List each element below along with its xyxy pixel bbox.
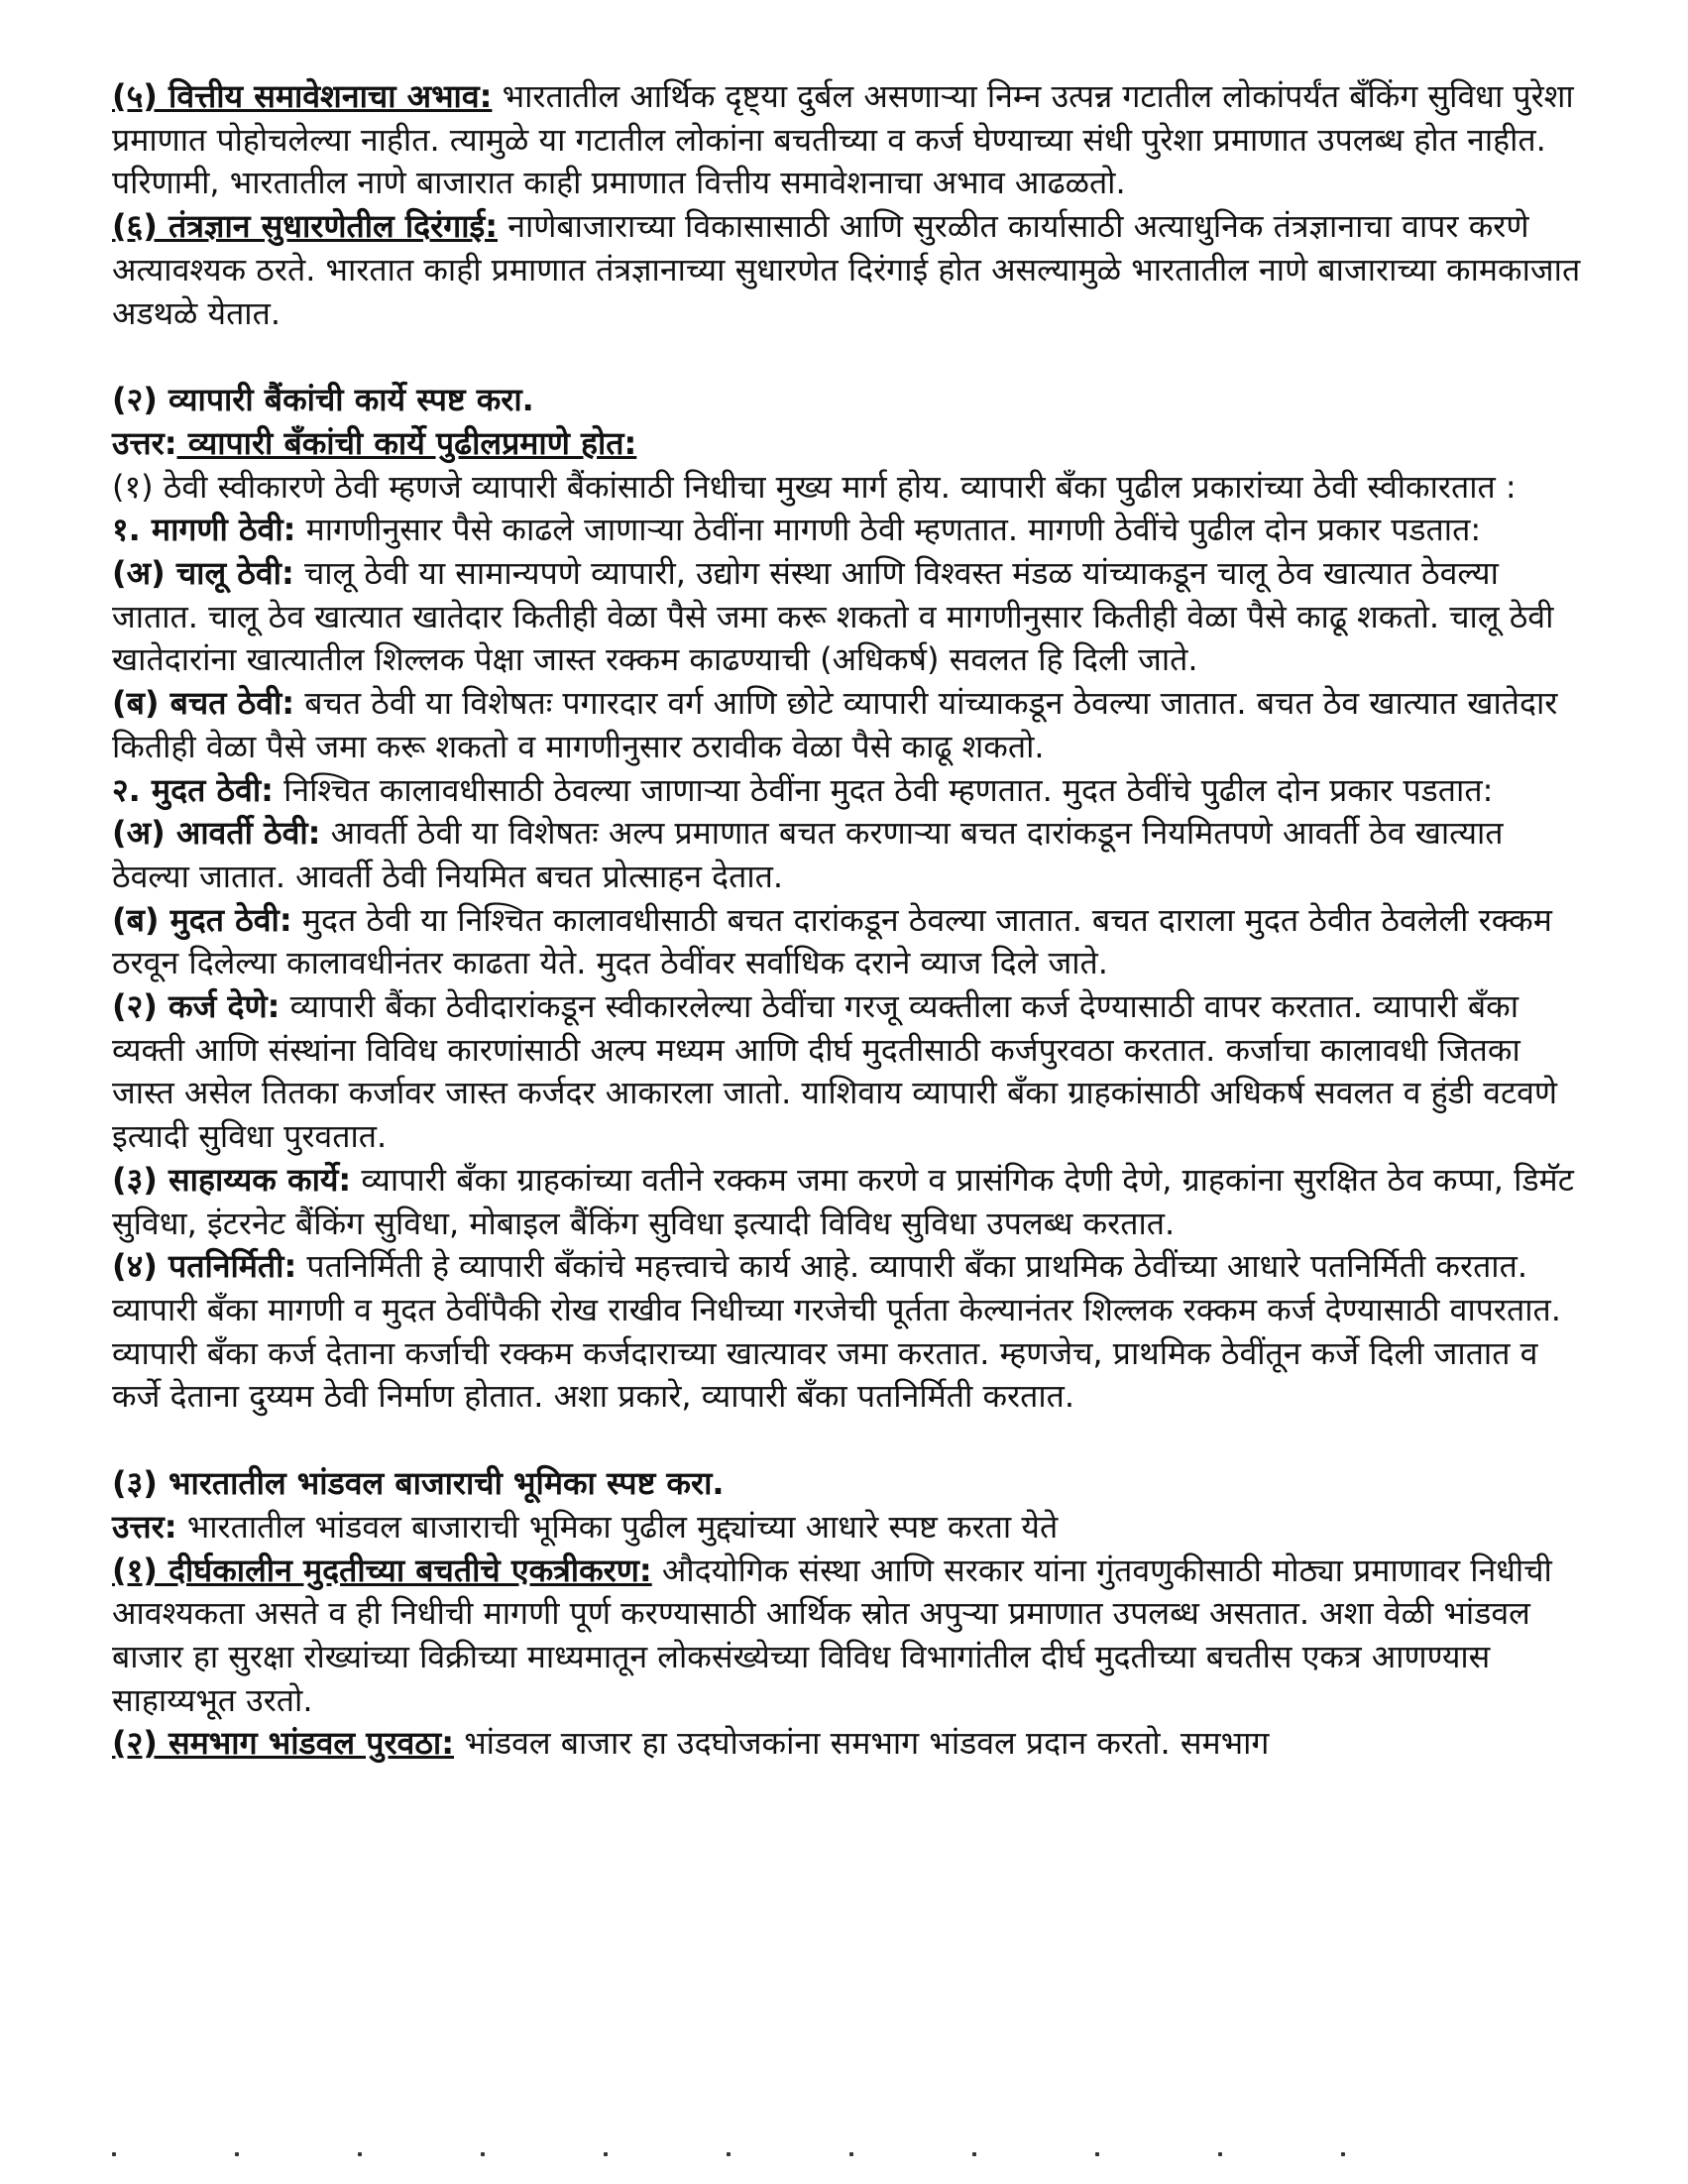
answer-2-item: (१) ठेवी स्वीकारणे ठेवी म्हणजे व्यापारी बैंकांसाठी निधीचा मुख्य मार्ग होय. व्यापारी बँका पुढील प्रकारांच्या ठेवी स्वीकारतात : — [112, 467, 1517, 506]
section-text: नाणेबाजाराच्या विकासासाठी आणि सुरळीत कार्यासाठी अत्याधुनिक तंत्रज्ञानाचा वापर करणे अत्यावश्यक ठरते. भारतात काही प्रमाणात तंत्रज्ञानाच्या सुधारणेत दिरंगाई होत असल्यामुळे भारतातील नाणे बाजाराच्या कामकाजात अडथळे येतात. — [112, 207, 1581, 332]
answer-text: भारतातील भांडवल बाजाराची भूमिका पुढील मुद्द्यांच्या आधारे स्पष्ट करता येते — [176, 1507, 1059, 1546]
answer-3-item: (२) समभाग भांडवल पुरवठा: भांडवल बाजार हा उदघोजकांना समभाग भांडवल प्रदान करतो. समभाग — [112, 1724, 1270, 1763]
answer-2-item: व्यापारी बँका कर्ज देताना कर्जाची रक्कम कर्जदाराच्या खात्यावर जमा करतात. म्हणजेच, प्राथमिक ठेवींतून कर्जे दिली जातात व कर्जे देताना दुय्यम ठेवी निर्माण होतात. अशा प्रकारे, व्यापारी बँका पतनिर्मिती करतात. — [112, 1333, 1538, 1416]
question-2: (२) व्यापारी बैंकांची कार्ये स्पष्ट करा. — [112, 381, 534, 419]
answer-2-item: १. मागणी ठेवी: मागणीनुसार पैसे काढले जाणाऱ्या ठेवींना मागणी ठेवी म्हणतात. मागणी ठेवींचे पुढील दोन प्रकार पडतात: — [112, 511, 1482, 549]
section-technology-delay — [112, 205, 1589, 335]
answer-label: उत्तर: — [112, 423, 177, 462]
answer-3-intro — [112, 1506, 1589, 1550]
answer-2-item: २. मुदत ठेवी: निश्चित कालावधीसाठी ठेवल्या जाणाऱ्या ठेवींना मुदत ठेवी म्हणतात. मुदत ठेवींचे पुढील दोन प्रकार पडतात: — [112, 770, 1494, 809]
answer-label: उत्तर: — [112, 1507, 177, 1546]
section-text: भारतातील आर्थिक दृष्ट्या दुर्बल असणाऱ्या निम्न उत्पन्न गटातील लोकांपर्यंत बँकिंग सुविधा पुरेशा प्रमाणात पोहोचलेल्या नाहीत. त्यामुळे या गटातील लोकांना बचतीच्या व कर्ज घेण्याच्या संधी पुरेशा प्रमाणात उपलब्ध होत नाहीत. परिणामी, भारतातील नाणे बाजारात काही प्रमाणात वित्तीय समावेशनाचा अभाव आढळतो. — [112, 77, 1574, 202]
section-heading: (५) वित्तीय समावेशनाचा अभाव: — [112, 77, 493, 115]
answer-2-intro — [112, 422, 1589, 466]
cut-off-text-line — [112, 2141, 1579, 2161]
answer-2-item: (४) पतनिर्मिती: पतनिर्मिती हे व्यापारी बँकांचे महत्त्वाचे कार्य आहे. व्यापारी बँका प्राथमिक ठेवींच्या आधारे पतनिर्मिती करतात. व्यापारी बँका मागणी व मुदत ठेवींपैकी रोख राखीव निधीच्या गरजेची पूर्तता केल्यानंतर शिल्लक रक्कम कर्ज देण्यासाठी वापरतात. — [112, 1247, 1561, 1328]
answer-heading: व्यापारी बँकांची कार्ये पुढीलप्रमाणे होत: — [176, 423, 637, 462]
answer-2-item: (अ) चालू ठेवी: चालू ठेवी या सामान्यपणे व्यापारी, उद्योग संस्था आणि विश्वस्त मंडळ यांच्याकडून चालू ठेव खात्यात ठेवल्या जातात. चालू ठेव खात्यात खातेदार कितीही वेळा पैसे जमा करू शकतो व मागणीनुसार कितीही वेळा पैसे काढू शकतो. चालू ठेवी खातेदारांना खात्यातील शिल्लक पेक्षा जास्त रक्कम काढण्याची (अधिकर्ष) सवलत हि दिली जाते. — [112, 554, 1554, 679]
answer-2-item: (ब) मुदत ठेवी: मुदत ठेवी या निश्चित कालावधीसाठी बचत दारांकडून ठेवल्या जातात. बचत दाराला मुदत ठेवीत ठेवलेली रक्कम ठरवून दिलेल्या कालावधीनंतर काढता येते. मुदत ठेवींवर सर्वाधिक दराने व्याज दिले जाते. — [112, 900, 1552, 982]
answer-3-item: (१) दीर्घकालीन मुदतीच्या बचतीचे एकत्रीकरण: औदयोगिक संस्था आणि सरकार यांना गुंतवणुकीसाठी मोठ्या प्रमाणावर निधीची आवश्यकता असते व ही निधीची मागणी पूर्ण करण्यासाठी आर्थिक स्रोत अपुऱ्या प्रमाणात उपलब्ध असतात. अशा वेळी भांडवल बाजार हा सुरक्षा रोख्यांच्या विक्रीच्या माध्यमातून लोकसंख्येच्या विविध विभागांतील दीर्घ मुदतीच्या बचतीस एकत्र आणण्यास साहाय्यभूत उरतो. — [112, 1551, 1552, 1719]
section-heading: (६) तंत्रज्ञान सुधारणेतील दिरंगाई: — [112, 207, 499, 246]
answer-2-item: (२) कर्ज देणे: व्यापारी बैंका ठेवीदारांकडून स्वीकारलेल्या ठेवींचा गरजू व्यक्तीला कर्ज देण्यासाठी वापर करतात. व्यापारी बँका व्यक्ती आणि संस्थांना विविध कारणांसाठी अल्प मध्यम आणि दीर्घ मुदतीसाठी कर्जपुरवठा करतात. कर्जाचा कालावधी जितका जास्त असेल तितका कर्जावर जास्त कर्जदर आकारला जातो. याशिवाय व्यापारी बँका ग्राहकांसाठी अधिकर्ष सवलत व हुंडी वटवणे इत्यादी सुविधा पुरवतात. — [112, 987, 1558, 1156]
answer-2-item: (३) साहाय्यक कार्ये: व्यापारी बँका ग्राहकांच्या वतीने रक्कम जमा करणे व प्रासंगिक देणी देणे, ग्राहकांना सुरक्षित ठेव कप्पा, डिमॅट सुविधा, इंटरनेट बैंकिंग सुविधा, मोबाइल बैंकिंग सुविधा इत्यादी विविध सुविधा उपलब्ध करतात. — [112, 1160, 1574, 1242]
question-3: (३) भारतातील भांडवल बाजाराची भूमिका स्पष्ट करा. — [112, 1464, 725, 1503]
answer-2-item: (अ) आवर्ती ठेवी: आवर्ती ठेवी या विशेषतः अल्प प्रमाणात बचत करणाऱ्या बचत दारांकडून नियमितपणे आवर्ती ठेव खात्यात ठेवल्या जातात. आवर्ती ठेवी नियमित बचत प्रोत्साहन देतात. — [112, 814, 1504, 895]
answer-2-item: (ब) बचत ठेवी: बचत ठेवी या विशेषतः पगारदार वर्ग आणि छोटे व्यापारी यांच्याकडून ठेवल्या जातात. बचत ठेव खात्यात खातेदार कितीही वेळा पैसे जमा करू शकतो व मागणीनुसार ठरावीक वेळा पैसे काढू शकतो. — [112, 684, 1558, 765]
section-financial-inclusion — [112, 75, 1589, 205]
